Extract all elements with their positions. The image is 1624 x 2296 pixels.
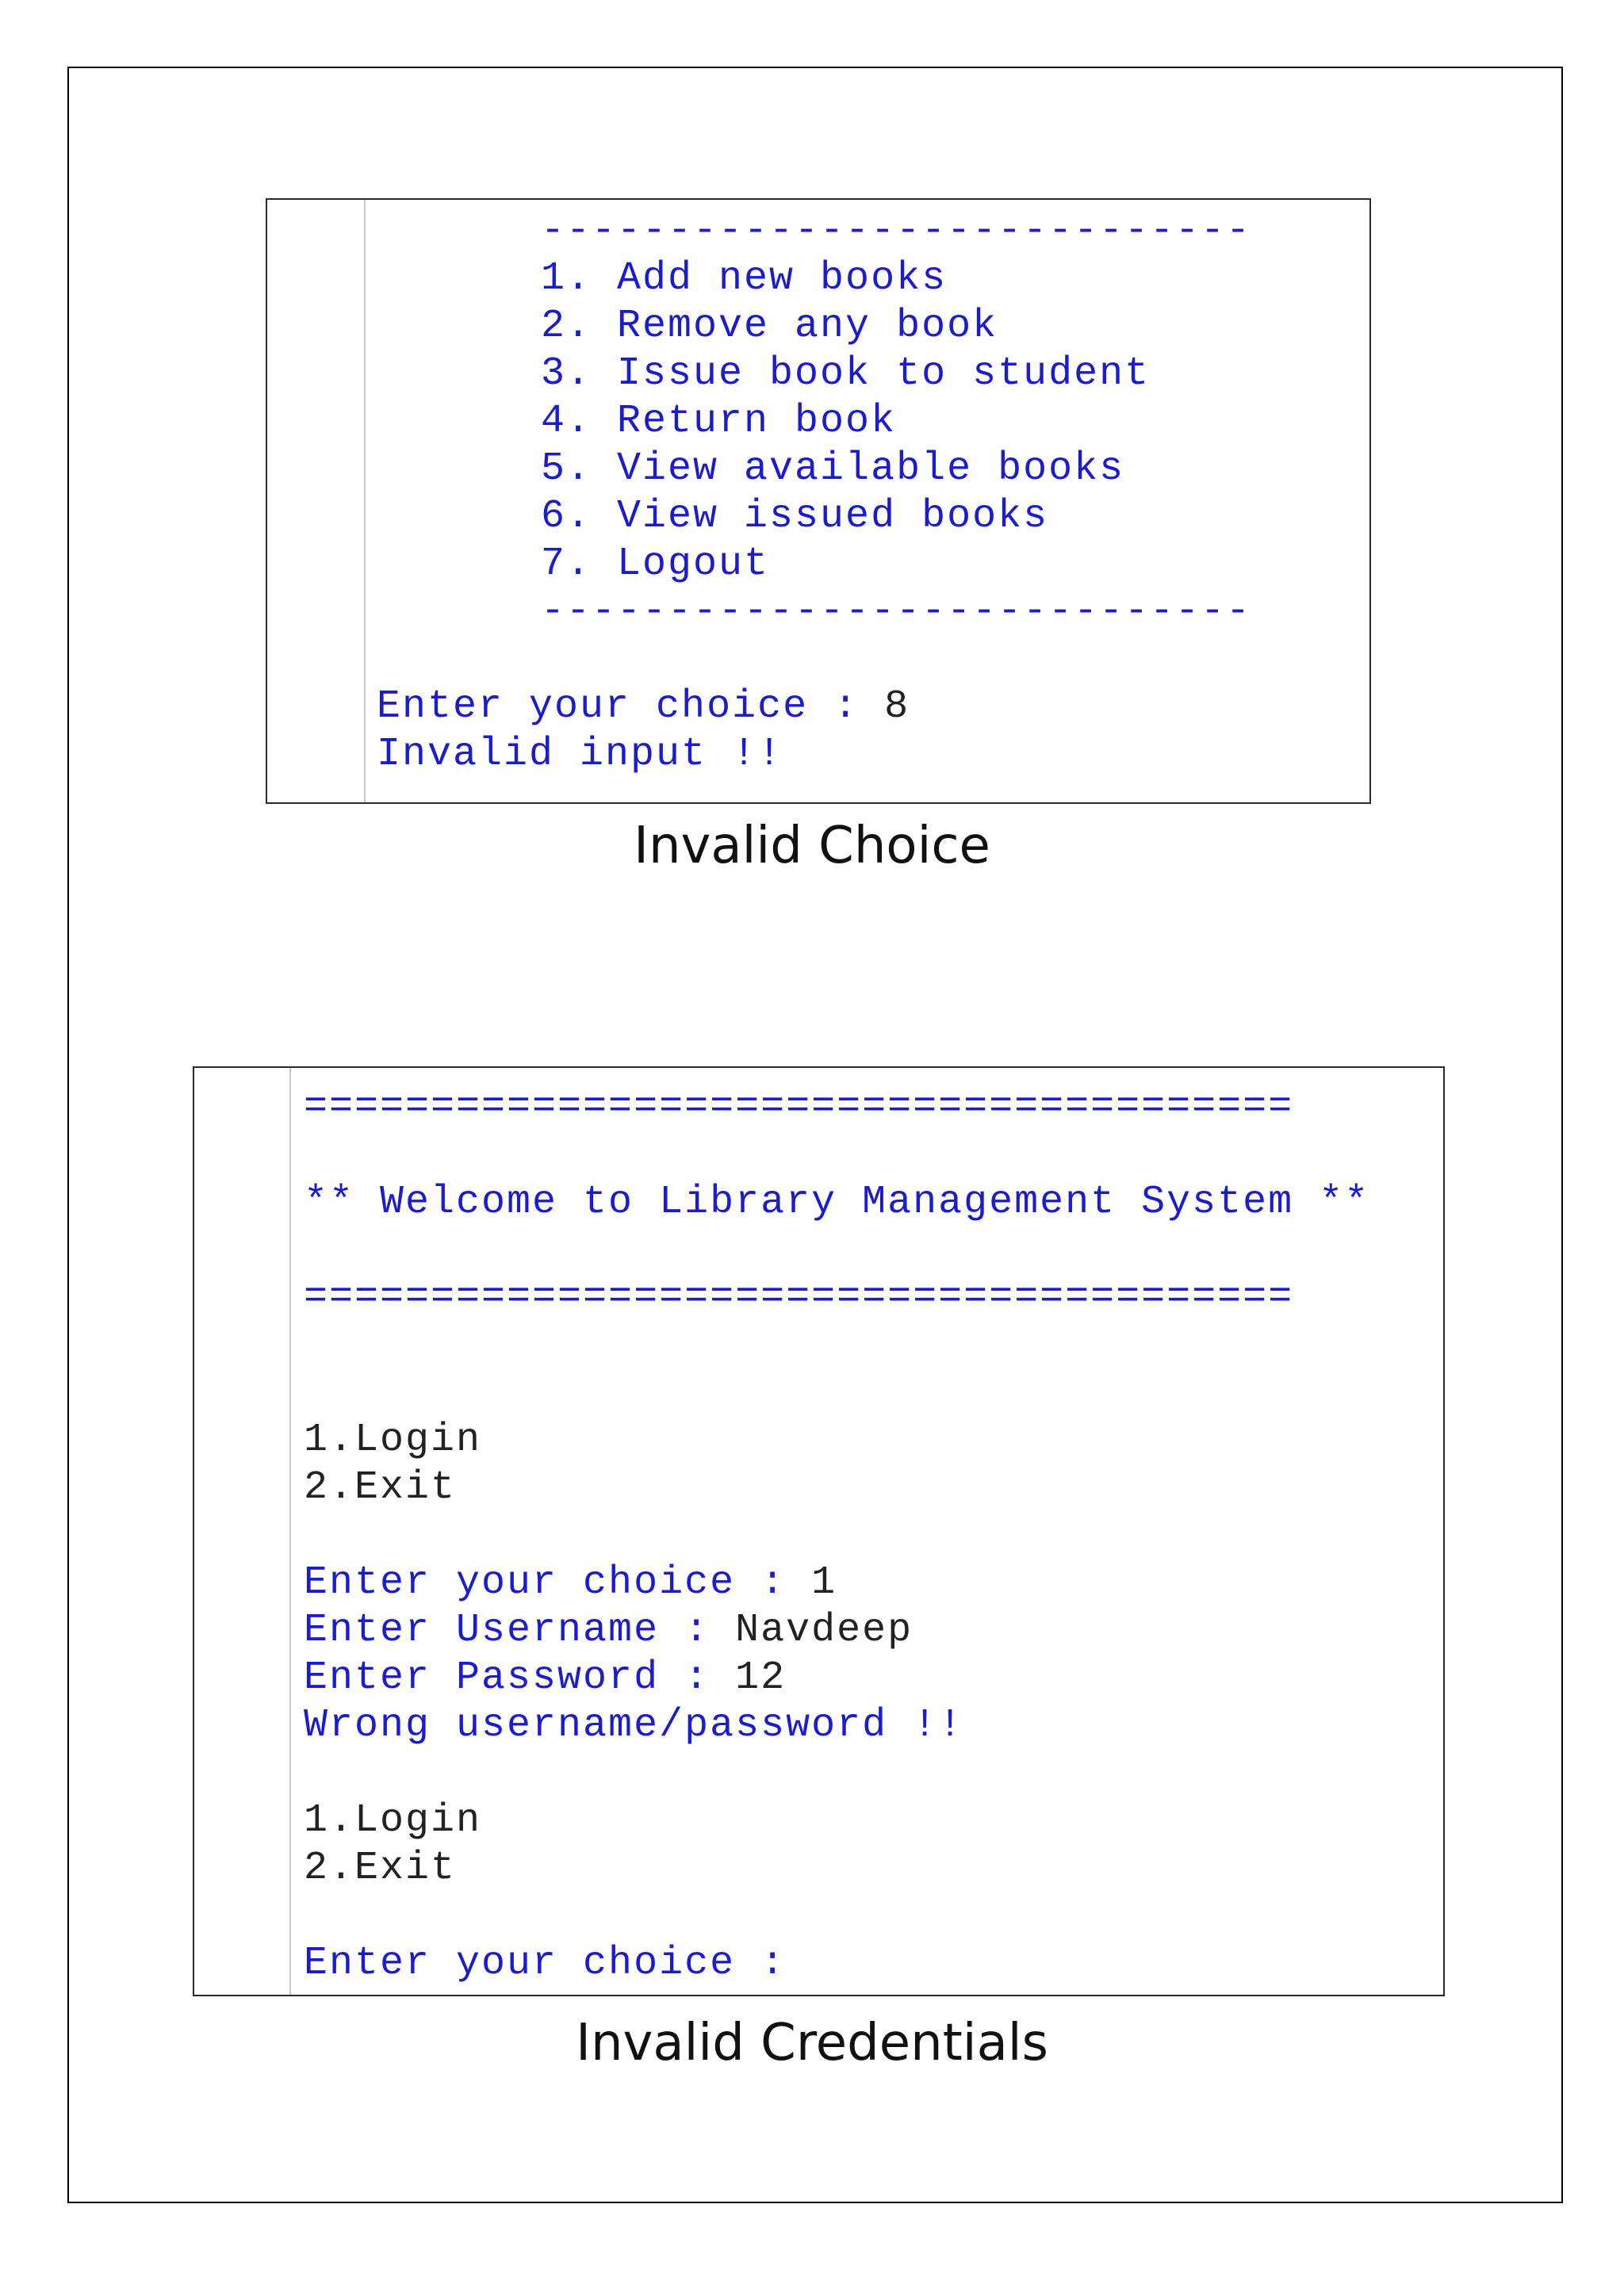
console-panel-invalid-credentials <box>193 1066 1445 1996</box>
caption-invalid-credentials: Invalid Credentials <box>576 2014 1048 2072</box>
password-prompt: Enter Password : <box>304 1655 736 1701</box>
invalid-input-message: Invalid input !! <box>377 732 783 777</box>
menu-item-return-book: 4. Return book <box>541 399 897 444</box>
menu-login-repeat: 1.Login <box>304 1798 482 1843</box>
menu-item-add-books: 1. Add new books <box>541 256 948 301</box>
console-panel-invalid-choice <box>266 198 1371 804</box>
menu-item-view-available: 5. View available books <box>541 446 1125 492</box>
username-prompt: Enter Username : <box>304 1608 736 1653</box>
username-value: Navdeep <box>735 1608 914 1653</box>
final-choice-prompt: Enter your choice : <box>304 1941 787 1986</box>
choice-line <box>377 683 910 731</box>
menu-item-issue-book: 3. Issue book to student <box>541 351 1151 396</box>
menu-separator-top: ---------------------------- <box>541 209 1252 254</box>
menu-exit: 2.Exit <box>304 1465 457 1510</box>
choice-line <box>304 1559 837 1607</box>
equals-separator-top: ======================================= <box>304 1085 1294 1130</box>
password-line <box>304 1655 786 1702</box>
caption-invalid-choice: Invalid Choice <box>634 817 990 875</box>
password-value: 12 <box>735 1655 787 1701</box>
menu-separator-bottom: ---------------------------- <box>541 589 1252 634</box>
menu-item-remove-book: 2. Remove any book <box>541 304 998 349</box>
menu-exit-repeat: 2.Exit <box>304 1846 457 1891</box>
wrong-credentials-message: Wrong username/password !! <box>304 1703 964 1748</box>
menu-login: 1.Login <box>304 1418 482 1463</box>
menu-item-view-issued: 6. View issued books <box>541 494 1049 539</box>
menu-item-logout: 7. Logout <box>541 541 770 587</box>
console-gutter <box>364 200 366 802</box>
console-gutter <box>289 1068 291 1995</box>
choice-prompt: Enter your choice : <box>377 684 885 729</box>
username-line <box>304 1607 913 1655</box>
choice-prompt: Enter your choice : <box>304 1560 812 1605</box>
welcome-banner: ** Welcome to Library Management System ** <box>304 1180 1370 1225</box>
choice-input: 8 <box>884 684 910 729</box>
choice-value: 1 <box>811 1560 837 1605</box>
equals-separator-bottom: ======================================= <box>304 1275 1294 1320</box>
